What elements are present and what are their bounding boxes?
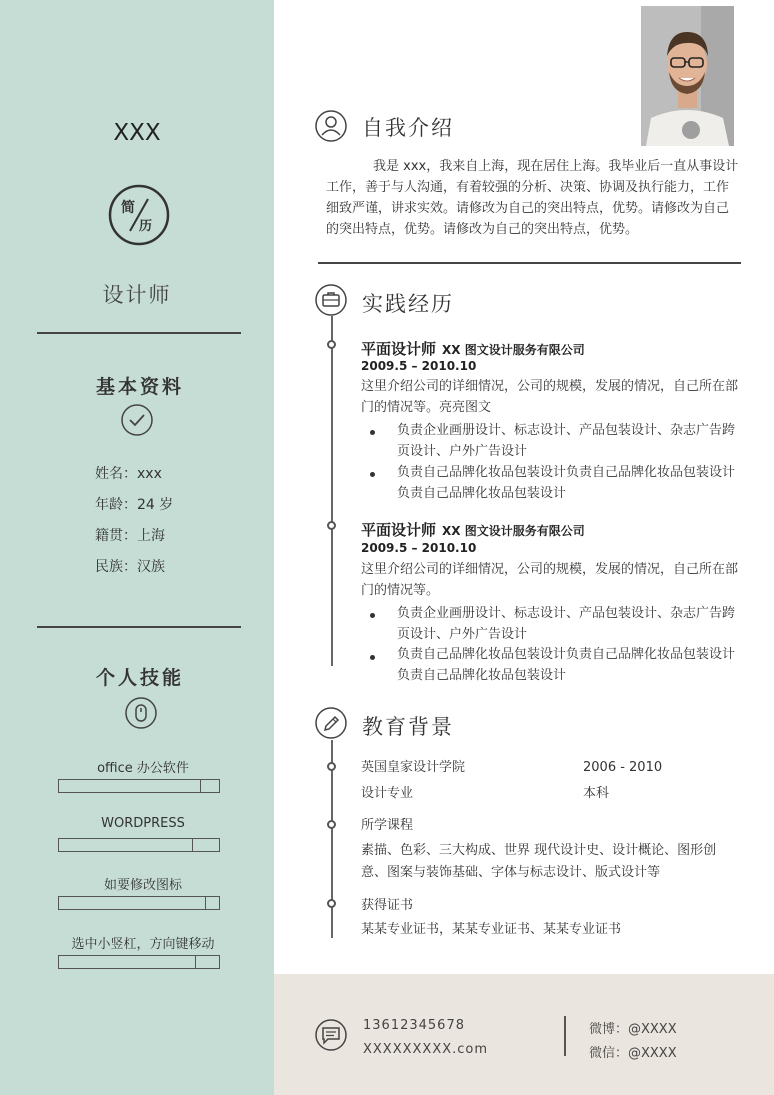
- certificates-list: 某某专业证书，某某专业证书、某某专业证书: [361, 922, 622, 937]
- phone-number: 13612345678: [363, 1018, 465, 1033]
- section-divider: [318, 262, 741, 264]
- briefcase-icon: [314, 283, 348, 317]
- info-hometown: 籍贯：上海: [95, 528, 165, 544]
- job-duty: 负责企业画册设计、标志设计、产品包装设计、杂志广告跨页设计、户外广告设计: [397, 423, 736, 459]
- sidebar: [0, 0, 274, 1095]
- skill-bar: [58, 779, 220, 793]
- timeline-dot: [327, 521, 336, 530]
- sidebar-divider: [37, 332, 241, 334]
- skill-level-marker[interactable]: [192, 838, 193, 852]
- job-date: 2009.5 – 2010.10: [361, 541, 477, 555]
- major: 设计专业: [361, 786, 414, 801]
- position-name: 平面设计师: [361, 521, 437, 539]
- practice-heading: 实践经历: [362, 292, 454, 316]
- email-address: XXXXXXXXX.com: [363, 1042, 489, 1057]
- logo-char-top: 简: [121, 200, 135, 216]
- study-years: 2006 - 2010: [583, 760, 663, 775]
- footer-divider: [564, 1016, 566, 1056]
- contact-footer: [274, 974, 774, 1095]
- resume-logo: [108, 184, 172, 248]
- courses-list: 素描、色彩、三大构成、世界 现代设计史、设计概论、图形创意、图案与装饰基础、字体与标志设计、版式设计等: [361, 843, 717, 880]
- bullet: [370, 655, 375, 660]
- skills-heading: 个人技能: [95, 667, 184, 689]
- timeline-dot: [327, 762, 336, 771]
- bullet: [370, 472, 375, 477]
- company-name: XX 图文设计服务有限公司: [442, 524, 585, 538]
- weibo-account: 微博：@XXXX: [589, 1022, 677, 1037]
- message-icon: [314, 1018, 348, 1052]
- basic-info-heading: 基本资料: [95, 376, 184, 398]
- job-description: 这里介绍公司的详细情况，公司的规模，发展的情况，自己所在部门的情况等。: [361, 562, 739, 598]
- person-icon: [314, 109, 348, 143]
- courses-label: 所学课程: [361, 818, 414, 833]
- skill-level-marker[interactable]: [195, 955, 196, 969]
- job-duty: 负责自己品牌化妆品包装设计负责自己品牌化妆品包装设计负责自己品牌化妆品包装设计: [397, 647, 736, 683]
- intro-heading: 自我介绍: [362, 116, 454, 140]
- job-duty: 负责企业画册设计、标志设计、产品包装设计、杂志广告跨页设计、户外广告设计: [397, 606, 736, 642]
- job-duty: 负责自己品牌化妆品包装设计负责自己品牌化妆品包装设计负责自己品牌化妆品包装设计: [397, 465, 736, 501]
- skill-label: 如要修改图标: [103, 878, 182, 893]
- portrait-image: [641, 6, 734, 146]
- check-icon: [120, 403, 154, 437]
- degree: 本科: [583, 786, 610, 801]
- timeline-line: [331, 316, 333, 666]
- info-age: 年龄：24 岁: [95, 497, 174, 513]
- bullet: [370, 430, 375, 435]
- skill-label: 选中小竖杠，方向键移动: [71, 937, 215, 952]
- info-name: 姓名：xxx: [95, 466, 162, 482]
- timeline-dot: [327, 340, 336, 349]
- skill-bar: [58, 896, 220, 910]
- profile-photo: [641, 6, 734, 146]
- education-heading: 教育背景: [362, 715, 454, 739]
- company-name: XX 图文设计服务有限公司: [442, 343, 585, 357]
- school-name: 英国皇家设计学院: [361, 760, 466, 775]
- candidate-name: XXX: [113, 120, 161, 146]
- skill-bar: [58, 838, 220, 852]
- skill-bar: [58, 955, 220, 969]
- skill-label: WORDPRESS: [101, 816, 185, 831]
- skill-level-marker[interactable]: [200, 779, 201, 793]
- timeline-dot: [327, 899, 336, 908]
- intro-text: 我是 xxx，我来自上海，现在居住上海。我毕业后一直从事设计工作，善于与人沟通，有着较强的分析、决策、协调及执行能力，工作细致严谨，讲求实效。请修改为自己的突出特点，优势。请修改为自己的突出特点，优势。请修改为自己的突出特点，优势。: [326, 159, 739, 237]
- bullet: [370, 613, 375, 618]
- sidebar-divider: [37, 626, 241, 628]
- mouse-icon: [124, 696, 158, 730]
- job-description: 这里介绍公司的详细情况，公司的规模，发展的情况，自己所在部门的情况等。亮亮图文: [361, 379, 739, 415]
- logo-char-bottom: 历: [139, 219, 153, 234]
- pencil-icon: [314, 706, 348, 740]
- job-title: 设计师: [102, 283, 172, 307]
- position-name: 平面设计师: [361, 340, 437, 358]
- job-date: 2009.5 – 2010.10: [361, 359, 477, 373]
- skill-label: office 办公软件: [97, 761, 189, 776]
- skill-level-marker[interactable]: [205, 896, 206, 910]
- info-ethnicity: 民族：汉族: [95, 559, 165, 575]
- wechat-account: 微信：@XXXX: [589, 1046, 677, 1061]
- job-entry-title: [361, 519, 585, 540]
- timeline-dot: [327, 820, 336, 829]
- certificates-label: 获得证书: [361, 898, 414, 913]
- job-entry-title: [361, 338, 585, 359]
